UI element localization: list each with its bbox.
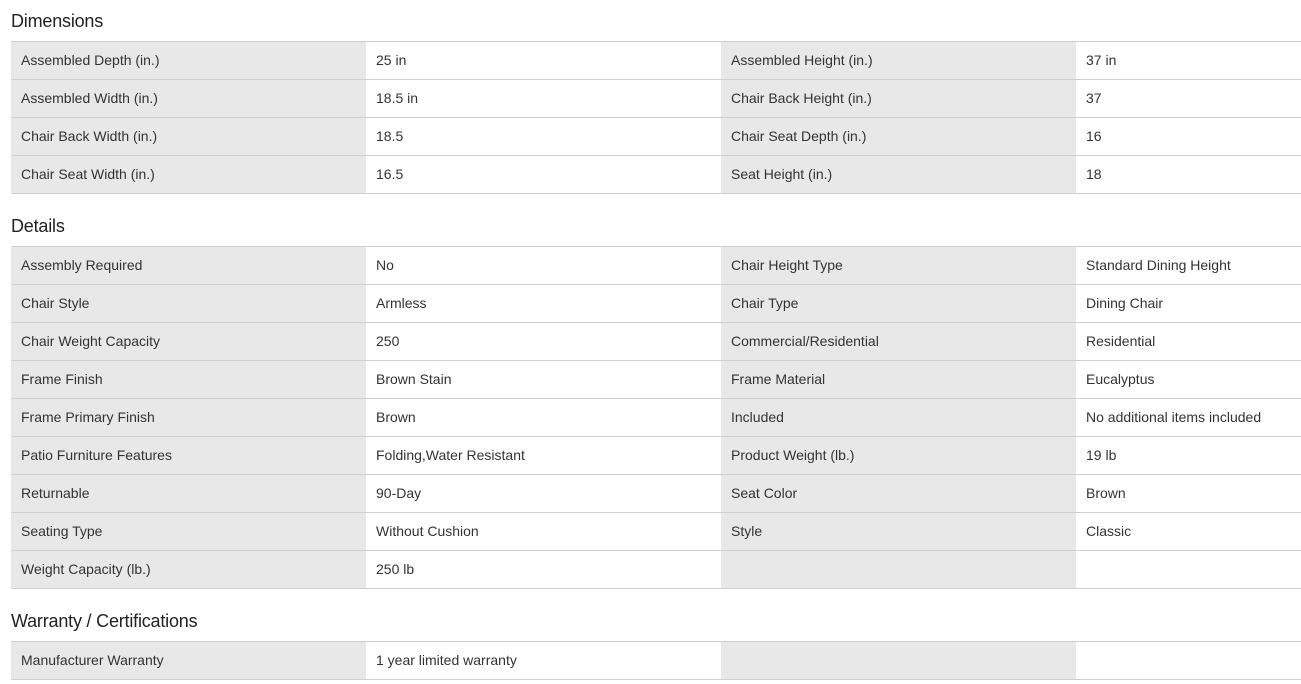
spec-value: 19 lb [1076, 437, 1301, 474]
spec-label: Weight Capacity (lb.) [11, 551, 366, 588]
spec-row [11, 437, 1301, 475]
spec-label: Product Weight (lb.) [721, 437, 1076, 474]
spec-label [721, 642, 1076, 679]
spec-row [11, 642, 1301, 680]
spec-value: 1 year limited warranty [366, 642, 721, 679]
spec-value: Dining Chair [1076, 285, 1301, 322]
spec-row [11, 42, 1301, 80]
spec-value: 25 in [366, 42, 721, 79]
spec-row [11, 551, 1301, 589]
spec-value: 18.5 [366, 118, 721, 155]
spec-value: Classic [1076, 513, 1301, 550]
section-title: Details [11, 205, 1301, 247]
spec-label: Chair Back Width (in.) [11, 118, 366, 155]
section-dimensions [11, 0, 1301, 194]
spec-value: 90-Day [366, 475, 721, 512]
spec-label: Chair Weight Capacity [11, 323, 366, 360]
spec-row [11, 80, 1301, 118]
spec-label: Frame Primary Finish [11, 399, 366, 436]
spec-label: Frame Material [721, 361, 1076, 398]
spec-row [11, 475, 1301, 513]
spec-value: 16 [1076, 118, 1301, 155]
spec-label: Chair Style [11, 285, 366, 322]
spec-value [1076, 642, 1301, 679]
spec-label: Seat Color [721, 475, 1076, 512]
spec-label: Returnable [11, 475, 366, 512]
spec-value: 37 in [1076, 42, 1301, 79]
spec-value: Armless [366, 285, 721, 322]
spec-value: 37 [1076, 80, 1301, 117]
spec-label: Commercial/Residential [721, 323, 1076, 360]
spec-label: Assembly Required [11, 247, 366, 284]
spec-label: Seating Type [11, 513, 366, 550]
spec-row [11, 285, 1301, 323]
spec-row [11, 156, 1301, 194]
spec-label: Assembled Depth (in.) [11, 42, 366, 79]
spec-value: No additional items included [1076, 399, 1301, 436]
spec-value: 18.5 in [366, 80, 721, 117]
spec-value: Without Cushion [366, 513, 721, 550]
spec-label: Chair Type [721, 285, 1076, 322]
spec-value: Brown [366, 399, 721, 436]
spec-row [11, 513, 1301, 551]
spec-value: 16.5 [366, 156, 721, 193]
spec-row [11, 118, 1301, 156]
spec-row [11, 361, 1301, 399]
section-details [11, 205, 1301, 589]
spec-value: 250 lb [366, 551, 721, 588]
spec-value: Eucalyptus [1076, 361, 1301, 398]
spec-label: Chair Seat Width (in.) [11, 156, 366, 193]
spec-value: Brown [1076, 475, 1301, 512]
spec-label: Assembled Height (in.) [721, 42, 1076, 79]
spec-label: Chair Seat Depth (in.) [721, 118, 1076, 155]
spec-row [11, 323, 1301, 361]
spec-label: Patio Furniture Features [11, 437, 366, 474]
spec-label: Assembled Width (in.) [11, 80, 366, 117]
spec-label: Chair Back Height (in.) [721, 80, 1076, 117]
spec-label: Frame Finish [11, 361, 366, 398]
section-title: Warranty / Certifications [11, 600, 1301, 642]
spec-value: Folding,Water Resistant [366, 437, 721, 474]
spec-label: Manufacturer Warranty [11, 642, 366, 679]
spec-value: Residential [1076, 323, 1301, 360]
spec-value: Brown Stain [366, 361, 721, 398]
spec-value [1076, 551, 1301, 588]
spec-label: Chair Height Type [721, 247, 1076, 284]
spec-value: 18 [1076, 156, 1301, 193]
spec-row [11, 399, 1301, 437]
spec-value: Standard Dining Height [1076, 247, 1301, 284]
spec-label: Style [721, 513, 1076, 550]
spec-row [11, 247, 1301, 285]
section-title: Dimensions [11, 0, 1301, 42]
spec-label: Included [721, 399, 1076, 436]
spec-value: 250 [366, 323, 721, 360]
spec-label: Seat Height (in.) [721, 156, 1076, 193]
spec-label [721, 551, 1076, 588]
section-warranty [11, 600, 1301, 680]
spec-value: No [366, 247, 721, 284]
